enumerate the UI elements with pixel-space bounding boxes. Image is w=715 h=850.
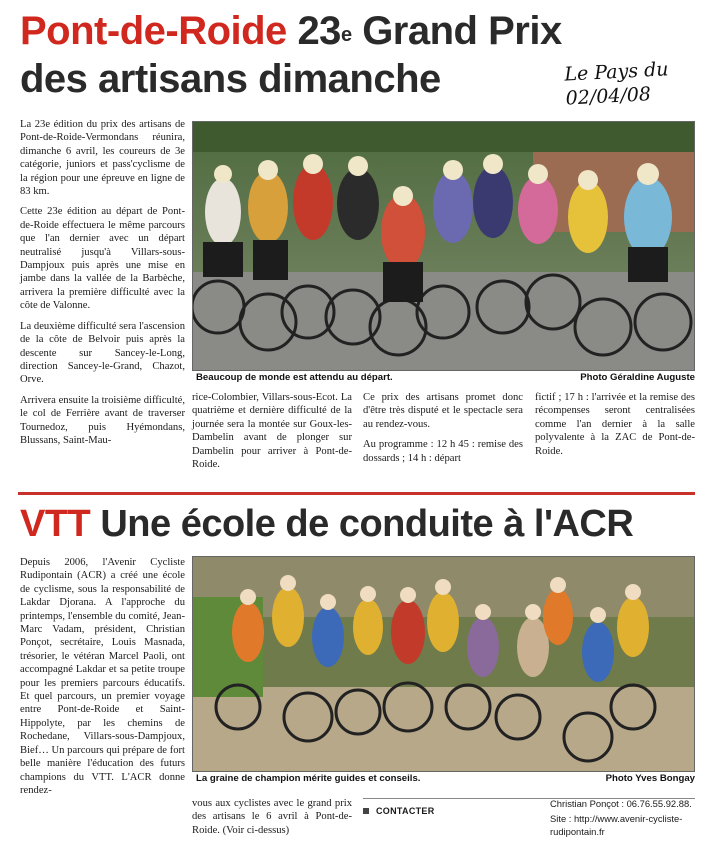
handwritten-date: 02/04/08 (565, 83, 652, 110)
handwritten-date-note (564, 56, 706, 109)
photo1-credit: Photo Géraldine Auguste (580, 372, 695, 383)
section-separator (18, 492, 695, 495)
paragraph: La 23e édition du prix des artisans de Pont-de-Roide-Vermondans réunira, dimanche 6 avril, les coureurs de 3e catégorie, juniors et pass'cyclisme de la région pour une épreuve en ligne de 83 km. (20, 119, 185, 198)
photo2-caption: La graine de champion mérite guides et conseils. (196, 773, 421, 784)
paragraph: vous aux cyclistes avec le grand prix des artisans le 6 avril à Pont-de-Roide. (Voir ci-dessus) (192, 798, 352, 836)
paragraph: Cette 23e édition au départ de Pont-de-Roide effectuera le même parcours que l'an dernier avec un départ neutralisé jusqu'à Villars-sous-Dampjoux puis après une mise en jambe dans la vallée de la Barbèche, arrivera la première difficulté avec la côte de Valonne. (20, 206, 185, 312)
handwritten-publication: Le Pays du (563, 58, 669, 86)
young-riders-photo (192, 556, 695, 772)
peloton-image (193, 122, 694, 370)
article1-column-1 (20, 118, 185, 454)
article1-headline-title: Grand Prix (362, 9, 562, 53)
contact-heading: CONTACTER (376, 806, 435, 816)
paragraph: fictif ; 17 h : l'arrivée et la remise des récompenses seront centralisées comme l'an dernier à la salle polyvalente à la ZAC de Pont-de-Roide. (535, 392, 695, 457)
article2-headline-title: Une école de conduite à l'ACR (100, 503, 634, 545)
paragraph: Au programme : 12 h 45 : remise des dossards ; 14 h : départ (363, 439, 523, 464)
paragraph: Arrivera ensuite la troisième difficulté, le col de Ferrière avant de traverser Tournedoz, puis Hyémondans, Blussans, Saint-Mau- (20, 394, 185, 446)
article1-headline-number: 23e (297, 9, 352, 53)
paragraph: Depuis 2006, l'Avenir Cycliste Rudipontain (ACR) a créé une école de cyclisme, sous la responsabilité de Lakdar Djorana. A l'approche du printemps, l'ensemble du comité, Jean-Marc Vadam, président, Christian Ponçot, secrétaire, Louis Masnada, trésorier, le vétéran Marcel Paoli, ont accompagné Lakdar et sa petite troupe pour les premiers parcours éducatifs. Et quel parcours, un premier voyage entre Pont-de-Roide et Saint-Hippolyte, par les chemins de Rochedane, Villars-sous-Dampjoux, Bief… Un parcours qui prépare de fort belle manière l'éducation des futurs champions du VTT. L'ACR donne rendez- (20, 557, 185, 796)
cyclists-peloton-photo (192, 121, 695, 371)
article1-column-2 (192, 391, 352, 478)
photo1-caption: Beaucoup de monde est attendu au départ. (196, 372, 393, 383)
article2-headline (20, 502, 633, 546)
photo2-credit: Photo Yves Bongay (605, 773, 695, 784)
article2-headline-category: VTT (20, 503, 91, 545)
article1-headline-line2: des artisans dimanche (20, 57, 441, 101)
contact-website: Site : http://www.avenir-cycliste-rudipontain.fr (550, 813, 683, 837)
paragraph: rice-Colombier, Villars-sous-Ecot. La quatrième et dernière difficulté de la journée sera la montée sur Goux-les-Dambelin avant de plonger sur Dambelin pour arriver à Pont-de-Roide. (192, 392, 352, 471)
paragraph: La deuxième difficulté sera l'ascension de la côte de Belvoir puis après la descente sur Sancey-le-Long, direction Sancey-le-Grand, Chazot, Orve. (20, 320, 185, 386)
article1-headline-location: Pont-de-Roide (20, 9, 287, 53)
article1-headline-line1 (20, 8, 562, 54)
article2-column-1 (20, 556, 185, 804)
contact-details (550, 797, 700, 838)
contact-phone: Christian Ponçot : 06.76.55.92.88. (550, 798, 692, 809)
article1-column-3 (363, 391, 523, 472)
article1-column-4 (535, 391, 695, 465)
vtt-group-image (193, 557, 694, 771)
paragraph: Ce prix des artisans promet donc d'être très disputé et le spectacle sera au rendez-vous. (363, 392, 523, 430)
article2-column-2 (192, 797, 352, 844)
contact-icon (363, 808, 369, 814)
